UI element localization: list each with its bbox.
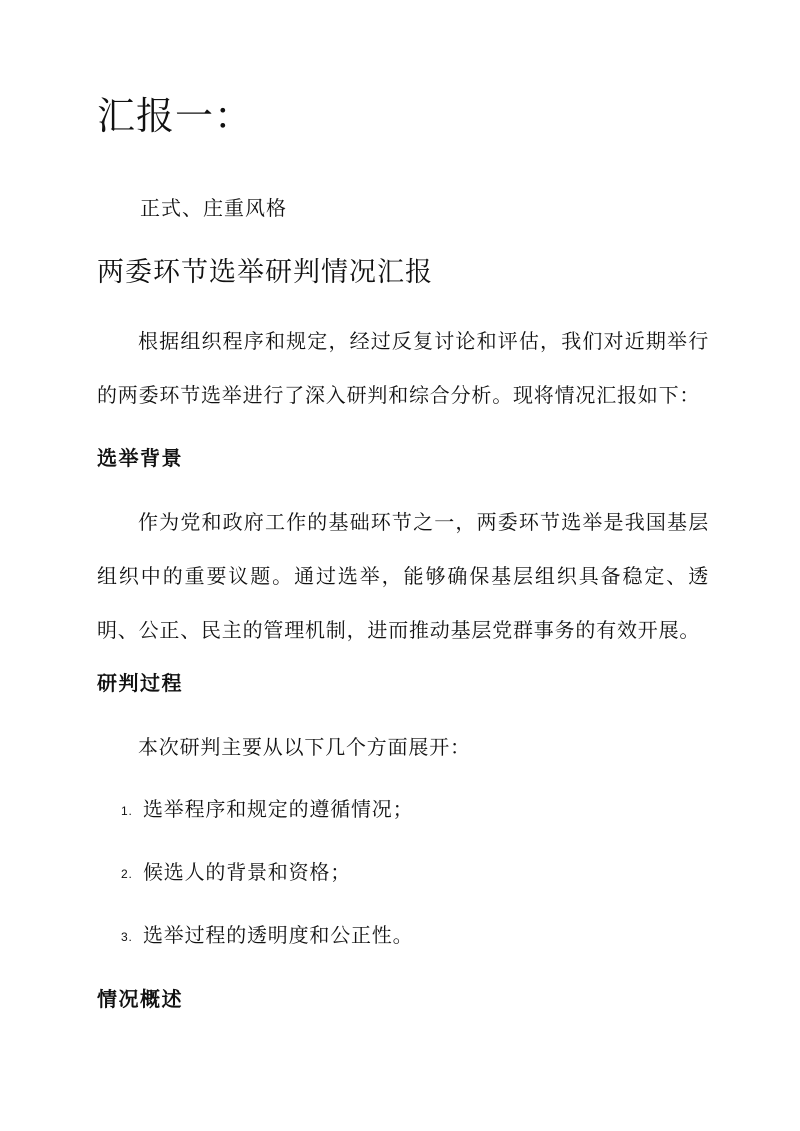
list-item [121,794,413,826]
background-paragraph: 作为党和政府工作的基础环节之一，两委环节选举是我国基层组织中的重要议题。通过选举，能够确保基层组织具备稳定、透明、公正、民主的管理机制，进而推动基层党群事务的有效开展。 [97,510,709,642]
list-item-number: 3. [121,930,133,944]
list-item-text: 选举程序和规定的遵循情况； [143,797,414,821]
style-note: 正式、庄重风格 [140,196,287,220]
list-item-text: 候选人的背景和资格； [143,860,351,884]
section-title-overview: 情况概述 [97,987,183,1011]
process-paragraph: 本次研判主要从以下几个方面展开： [138,735,471,759]
report-title: 两委环节选举研判情况汇报 [97,257,433,288]
list-item-text: 选举过程的透明度和公正性。 [143,923,414,947]
intro-paragraph: 根据组织程序和规定，经过反复讨论和评估，我们对近期举行的两委环节选举进行了深入研判和综合分析。现将情况汇报如下： [97,329,709,407]
section-title-process: 研判过程 [97,671,183,695]
list-item-number: 2. [121,867,133,881]
section-title-background: 选举背景 [97,446,183,470]
list-item [121,920,413,952]
list-item [121,857,351,889]
list-item-number: 1. [121,804,133,818]
page-heading: 汇报一： [97,94,254,138]
